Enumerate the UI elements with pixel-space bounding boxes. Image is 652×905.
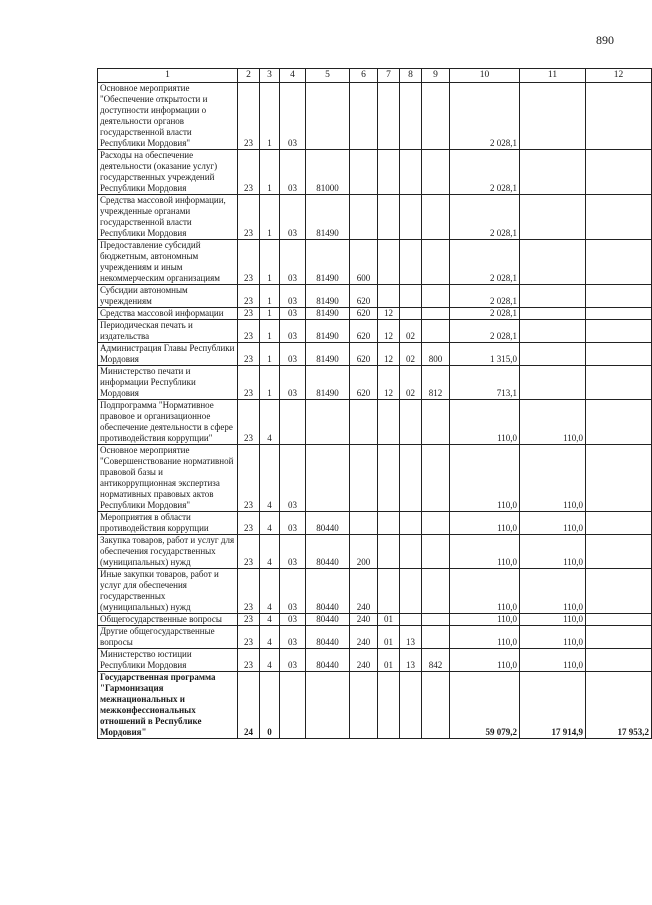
code-cell: 03 [280, 308, 306, 320]
code-cell: 23 [238, 535, 260, 569]
item-name-cell: Субсидии автономным учреждениям [98, 285, 238, 308]
table-row [98, 569, 652, 614]
amount-cell: 17 914,9 [520, 672, 586, 739]
code-cell [280, 672, 306, 739]
column-header: 7 [378, 69, 400, 83]
code-cell: 23 [238, 512, 260, 535]
code-cell [306, 672, 350, 739]
column-header: 6 [350, 69, 378, 83]
code-cell [422, 285, 450, 308]
item-name-cell: Периодическая печать и издательства [98, 320, 238, 343]
item-name-cell: Средства массовой информации, учрежденные органами государственной власти Республики Мордовия [98, 195, 238, 240]
code-cell: 23 [238, 626, 260, 649]
amount-cell [586, 308, 652, 320]
item-name-cell: Администрация Главы Республики Мордовия [98, 343, 238, 366]
amount-cell [520, 150, 586, 195]
amount-cell [586, 150, 652, 195]
code-cell [378, 83, 400, 150]
column-header: 3 [260, 69, 280, 83]
code-cell: 1 [260, 343, 280, 366]
amount-cell: 110,0 [450, 400, 520, 445]
amount-cell [520, 366, 586, 400]
amount-cell [586, 320, 652, 343]
amount-cell [586, 400, 652, 445]
code-cell: 842 [422, 649, 450, 672]
table-row [98, 614, 652, 626]
code-cell [422, 308, 450, 320]
code-cell [422, 83, 450, 150]
code-cell [378, 400, 400, 445]
amount-cell [586, 614, 652, 626]
amount-cell [520, 240, 586, 285]
code-cell: 4 [260, 512, 280, 535]
code-cell: 12 [378, 366, 400, 400]
amount-cell: 2 028,1 [450, 285, 520, 308]
code-cell: 03 [280, 285, 306, 308]
code-cell: 03 [280, 614, 306, 626]
code-cell: 240 [350, 569, 378, 614]
item-name-cell: Основное мероприятие "Обеспечение открытости и доступности информации о деятельности органов государственной власти Республики Мордовия" [98, 83, 238, 150]
amount-cell [586, 343, 652, 366]
code-cell: 1 [260, 83, 280, 150]
code-cell [378, 512, 400, 535]
code-cell [400, 240, 422, 285]
table-row [98, 535, 652, 569]
amount-cell [586, 445, 652, 512]
amount-cell [586, 626, 652, 649]
code-cell: 800 [422, 343, 450, 366]
code-cell: 240 [350, 626, 378, 649]
table-header-row [98, 69, 652, 83]
code-cell: 23 [238, 569, 260, 614]
amount-cell [586, 83, 652, 150]
code-cell [422, 320, 450, 343]
item-name-cell: Предоставление субсидий бюджетным, автономным учреждениям и иным некоммерческим организациям [98, 240, 238, 285]
code-cell: 620 [350, 320, 378, 343]
code-cell: 24 [238, 672, 260, 739]
code-cell: 620 [350, 343, 378, 366]
code-cell [400, 512, 422, 535]
code-cell: 23 [238, 320, 260, 343]
table-row [98, 320, 652, 343]
table-row [98, 83, 652, 150]
code-cell [378, 240, 400, 285]
code-cell: 03 [280, 626, 306, 649]
table-row [98, 195, 652, 240]
code-cell: 81490 [306, 366, 350, 400]
code-cell: 23 [238, 366, 260, 400]
amount-cell [586, 195, 652, 240]
amount-cell: 110,0 [520, 569, 586, 614]
code-cell: 81490 [306, 343, 350, 366]
item-name-cell: Общегосударственные вопросы [98, 614, 238, 626]
code-cell [400, 285, 422, 308]
code-cell [422, 614, 450, 626]
code-cell: 13 [400, 649, 422, 672]
code-cell [306, 400, 350, 445]
code-cell: 80440 [306, 512, 350, 535]
table-row [98, 626, 652, 649]
code-cell: 01 [378, 614, 400, 626]
code-cell [378, 195, 400, 240]
table-row [98, 285, 652, 308]
code-cell [378, 150, 400, 195]
code-cell [422, 626, 450, 649]
amount-cell: 2 028,1 [450, 240, 520, 285]
code-cell: 23 [238, 285, 260, 308]
code-cell: 03 [280, 343, 306, 366]
code-cell [422, 535, 450, 569]
code-cell [422, 150, 450, 195]
table-row [98, 400, 652, 445]
amount-cell: 2 028,1 [450, 195, 520, 240]
code-cell [378, 672, 400, 739]
amount-cell: 713,1 [450, 366, 520, 400]
table-row [98, 343, 652, 366]
code-cell: 03 [280, 366, 306, 400]
amount-cell [520, 195, 586, 240]
code-cell: 03 [280, 240, 306, 285]
column-header: 1 [98, 69, 238, 83]
amount-cell: 110,0 [520, 649, 586, 672]
code-cell: 4 [260, 569, 280, 614]
code-cell [378, 535, 400, 569]
code-cell: 240 [350, 614, 378, 626]
amount-cell: 110,0 [450, 535, 520, 569]
code-cell: 03 [280, 320, 306, 343]
amount-cell: 2 028,1 [450, 320, 520, 343]
amount-cell: 1 315,0 [450, 343, 520, 366]
code-cell: 80440 [306, 569, 350, 614]
code-cell [350, 400, 378, 445]
code-cell: 620 [350, 308, 378, 320]
amount-cell: 110,0 [520, 400, 586, 445]
code-cell: 23 [238, 445, 260, 512]
code-cell [306, 83, 350, 150]
code-cell: 4 [260, 649, 280, 672]
code-cell: 03 [280, 569, 306, 614]
code-cell: 240 [350, 649, 378, 672]
item-name-cell: Основное мероприятие "Совершенствование нормативной правовой базы и антикоррупционная экспертиза нормативных правовых актов Республики Мордовия" [98, 445, 238, 512]
code-cell: 13 [400, 626, 422, 649]
amount-cell: 110,0 [520, 626, 586, 649]
code-cell: 23 [238, 308, 260, 320]
code-cell: 81490 [306, 195, 350, 240]
code-cell [422, 240, 450, 285]
code-cell [350, 83, 378, 150]
column-header: 12 [586, 69, 652, 83]
item-name-cell: Министерство юстиции Республики Мордовия [98, 649, 238, 672]
table-row [98, 672, 652, 739]
code-cell: 1 [260, 195, 280, 240]
code-cell [422, 195, 450, 240]
code-cell: 80440 [306, 535, 350, 569]
amount-cell [586, 512, 652, 535]
code-cell [280, 400, 306, 445]
code-cell: 4 [260, 445, 280, 512]
amount-cell: 110,0 [450, 626, 520, 649]
amount-cell: 2 028,1 [450, 83, 520, 150]
column-header: 2 [238, 69, 260, 83]
code-cell: 1 [260, 308, 280, 320]
code-cell [306, 445, 350, 512]
amount-cell [586, 535, 652, 569]
code-cell [350, 672, 378, 739]
code-cell: 03 [280, 512, 306, 535]
amount-cell [520, 308, 586, 320]
column-header: 8 [400, 69, 422, 83]
code-cell [422, 569, 450, 614]
column-header: 11 [520, 69, 586, 83]
code-cell [400, 569, 422, 614]
code-cell: 23 [238, 150, 260, 195]
code-cell: 1 [260, 150, 280, 195]
code-cell: 200 [350, 535, 378, 569]
amount-cell: 110,0 [450, 614, 520, 626]
amount-cell [586, 285, 652, 308]
code-cell: 0 [260, 672, 280, 739]
code-cell [350, 512, 378, 535]
code-cell: 23 [238, 240, 260, 285]
code-cell: 81490 [306, 320, 350, 343]
code-cell: 12 [378, 320, 400, 343]
code-cell [422, 445, 450, 512]
table-row [98, 308, 652, 320]
table-body [98, 83, 652, 739]
item-name-cell: Средства массовой информации [98, 308, 238, 320]
code-cell: 12 [378, 308, 400, 320]
item-name-cell: Расходы на обеспечение деятельности (оказание услуг) государственных учреждений Республики Мордовия [98, 150, 238, 195]
table-row [98, 649, 652, 672]
item-name-cell: Государственная программа "Гармонизация межнациональных и межконфессиональных отношений в Республике Мордовия" [98, 672, 238, 739]
amount-cell: 110,0 [520, 445, 586, 512]
code-cell [400, 614, 422, 626]
code-cell [422, 672, 450, 739]
column-header: 5 [306, 69, 350, 83]
column-header: 4 [280, 69, 306, 83]
code-cell: 4 [260, 614, 280, 626]
column-header: 10 [450, 69, 520, 83]
code-cell: 1 [260, 285, 280, 308]
code-cell: 03 [280, 649, 306, 672]
amount-cell [586, 366, 652, 400]
item-name-cell: Другие общегосударственные вопросы [98, 626, 238, 649]
item-name-cell: Иные закупки товаров, работ и услуг для обеспечения государственных (муниципальных) нужд [98, 569, 238, 614]
item-name-cell: Мероприятия в области противодействия коррупции [98, 512, 238, 535]
amount-cell: 110,0 [520, 512, 586, 535]
amount-cell: 17 953,2 [586, 672, 652, 739]
code-cell [400, 400, 422, 445]
code-cell: 12 [378, 343, 400, 366]
code-cell: 620 [350, 285, 378, 308]
amount-cell [520, 83, 586, 150]
amount-cell: 110,0 [520, 614, 586, 626]
column-header: 9 [422, 69, 450, 83]
code-cell: 03 [280, 150, 306, 195]
code-cell: 23 [238, 400, 260, 445]
code-cell: 620 [350, 366, 378, 400]
amount-cell: 110,0 [450, 445, 520, 512]
item-name-cell: Подпрограмма "Нормативное правовое и организационное обеспечение деятельности в сфере противодействия коррупции" [98, 400, 238, 445]
code-cell [400, 195, 422, 240]
table-row [98, 150, 652, 195]
code-cell: 23 [238, 83, 260, 150]
amount-cell [520, 320, 586, 343]
amount-cell [586, 240, 652, 285]
budget-table [97, 68, 652, 739]
code-cell: 80440 [306, 649, 350, 672]
code-cell: 03 [280, 535, 306, 569]
amount-cell: 59 079,2 [450, 672, 520, 739]
amount-cell: 2 028,1 [450, 308, 520, 320]
code-cell: 23 [238, 614, 260, 626]
code-cell: 01 [378, 649, 400, 672]
code-cell [400, 445, 422, 512]
code-cell: 23 [238, 343, 260, 366]
amount-cell [586, 649, 652, 672]
amount-cell [586, 569, 652, 614]
code-cell: 23 [238, 649, 260, 672]
amount-cell: 110,0 [450, 512, 520, 535]
code-cell [422, 512, 450, 535]
code-cell [400, 150, 422, 195]
amount-cell [520, 285, 586, 308]
code-cell: 4 [260, 626, 280, 649]
code-cell: 81000 [306, 150, 350, 195]
code-cell: 4 [260, 400, 280, 445]
code-cell: 23 [238, 195, 260, 240]
page-number: 890 [596, 33, 614, 47]
table-row [98, 240, 652, 285]
code-cell: 02 [400, 320, 422, 343]
code-cell: 1 [260, 320, 280, 343]
code-cell: 600 [350, 240, 378, 285]
code-cell: 1 [260, 366, 280, 400]
table-row [98, 366, 652, 400]
code-cell [350, 150, 378, 195]
item-name-cell: Министерство печати и информации Республики Мордовия [98, 366, 238, 400]
code-cell: 80440 [306, 614, 350, 626]
code-cell: 81490 [306, 308, 350, 320]
code-cell: 1 [260, 240, 280, 285]
code-cell [350, 445, 378, 512]
code-cell: 81490 [306, 240, 350, 285]
amount-cell: 110,0 [450, 569, 520, 614]
code-cell: 02 [400, 366, 422, 400]
code-cell [378, 569, 400, 614]
code-cell [422, 400, 450, 445]
code-cell: 80440 [306, 626, 350, 649]
code-cell [400, 308, 422, 320]
code-cell [350, 195, 378, 240]
table-row [98, 445, 652, 512]
code-cell: 03 [280, 445, 306, 512]
code-cell [378, 445, 400, 512]
code-cell [400, 535, 422, 569]
amount-cell: 110,0 [520, 535, 586, 569]
table-row [98, 512, 652, 535]
code-cell: 03 [280, 195, 306, 240]
code-cell [378, 285, 400, 308]
amount-cell [520, 343, 586, 366]
code-cell: 03 [280, 83, 306, 150]
code-cell: 01 [378, 626, 400, 649]
code-cell: 02 [400, 343, 422, 366]
code-cell: 812 [422, 366, 450, 400]
code-cell [400, 83, 422, 150]
code-cell: 4 [260, 535, 280, 569]
item-name-cell: Закупка товаров, работ и услуг для обеспечения государственных (муниципальных) нужд [98, 535, 238, 569]
amount-cell: 110,0 [450, 649, 520, 672]
code-cell: 81490 [306, 285, 350, 308]
amount-cell: 2 028,1 [450, 150, 520, 195]
code-cell [400, 672, 422, 739]
